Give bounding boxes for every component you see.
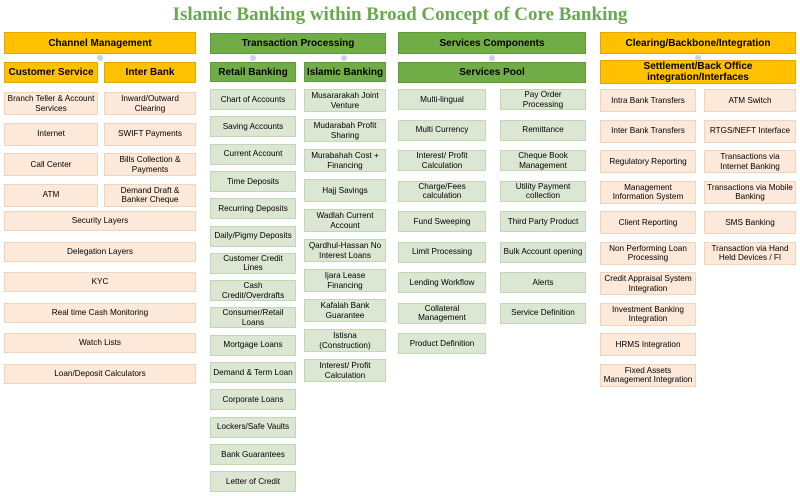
retail-banking-item: Consumer/Retail Loans [210,307,296,328]
interface-item: SMS Banking [704,211,796,234]
retail-banking-item: Corporate Loans [210,389,296,410]
services-pool-item: Interest/ Profit Calculation [398,150,486,171]
connector-dot [341,55,347,61]
customer-service-item: Internet [4,123,98,146]
islamic-banking-header: Islamic Banking [304,62,386,82]
interface-item: Transactions via Mobile Banking [704,181,796,204]
channel-shared-item: Real time Cash Monitoring [4,303,196,323]
islamic-banking-item: Istisna (Construction) [304,329,386,352]
services-pool-item: Lending Workflow [398,272,486,293]
retail-banking-item: Lockers/Safe Vaults [210,417,296,438]
retail-banking-item: Cash Credit/Overdrafts [210,280,296,301]
services-pool-item: Product Definition [398,333,486,354]
interface-item: RTGS/NEFT Interface [704,120,796,143]
services-pool-item: Multi-lingual [398,89,486,110]
channel-shared-item: KYC [4,272,196,292]
retail-banking-item: Demand & Term Loan [210,362,296,383]
islamic-banking-item: Mudarabah Profit Sharing [304,119,386,142]
retail-banking-item: Customer Credit Lines [210,253,296,274]
connector-dot [97,55,103,61]
retail-banking-item: Saving Accounts [210,116,296,137]
inter-bank-item: Demand Draft & Banker Cheque [104,184,196,207]
islamic-banking-item: Interest/ Profit Calculation [304,359,386,382]
services-pool-item: Fund Sweeping [398,211,486,232]
retail-banking-item: Current Account [210,144,296,165]
retail-banking-item: Chart of Accounts [210,89,296,110]
integration-item: Management Information System [600,181,696,204]
interface-item: Transactions via Internet Banking [704,150,796,173]
page-title: Islamic Banking within Broad Concept of Core Banking [172,4,628,25]
services-pool-item: Remittance [500,120,586,141]
retail-banking-item: Mortgage Loans [210,335,296,356]
inter-bank-header: Inter Bank [104,62,196,83]
channel-shared-item: Delegation Layers [4,242,196,262]
retail-banking-item: Bank Guarantees [210,444,296,465]
integration-item: Non Performing Loan Processing [600,242,696,265]
customer-service-header: Customer Service [4,62,98,83]
inter-bank-item: SWIFT Payments [104,123,196,146]
integration-item: Fixed Assets Management Integration [600,364,696,387]
customer-service-item: Branch Teller & Account Services [4,92,98,115]
islamic-banking-item: Hajj Savings [304,179,386,202]
services-pool-item: Collateral Management [398,303,486,324]
retail-banking-item: Daily/Pigmy Deposits [210,226,296,247]
customer-service-item: ATM [4,184,98,207]
interface-item: Transaction via Hand Held Devices / FI [704,242,796,265]
islamic-banking-item: Kafalah Bank Guarantee [304,299,386,322]
islamic-banking-item: Murabahah Cost + Financing [304,149,386,172]
islamic-banking-item: Qardhul-Hassan No Interest Loans [304,239,386,262]
clearing-backbone-header: Clearing/Backbone/Integration [600,32,796,54]
islamic-banking-item: Ijara Lease Financing [304,269,386,292]
customer-service-item: Call Center [4,153,98,176]
channel-shared-item: Watch Lists [4,333,196,353]
integration-item: HRMS Integration [600,333,696,356]
services-pool-item: Charge/Fees calculation [398,181,486,202]
services-pool-header: Services Pool [398,62,586,83]
services-pool-item: Bulk Account opening [500,242,586,263]
retail-banking-item: Recurring Deposits [210,198,296,219]
channel-management-header: Channel Management [4,32,196,54]
services-pool-item: Pay Order Processing [500,89,586,110]
integration-item: Investment Banking Integration [600,303,696,326]
services-pool-item: Third Party Product [500,211,586,232]
integration-item: Intra Bank Transfers [600,89,696,112]
inter-bank-item: Inward/Outward Clearing [104,92,196,115]
services-pool-item: Limit Processing [398,242,486,263]
services-pool-item: Multi Currency [398,120,486,141]
services-pool-item: Utility Payment collection [500,181,586,202]
retail-banking-header: Retail Banking [210,62,296,82]
islamic-banking-item: Wadlah Current Account [304,209,386,232]
retail-banking-item: Time Deposits [210,171,296,192]
channel-shared-item: Loan/Deposit Calculators [4,364,196,384]
integration-item: Client Reporting [600,211,696,234]
inter-bank-item: Bills Collection & Payments [104,153,196,176]
connector-dot [489,55,495,61]
services-components-header: Services Components [398,32,586,54]
islamic-banking-item: Musararakah Joint Venture [304,89,386,112]
services-pool-item: Service Definition [500,303,586,324]
services-pool-item: Cheque Book Management [500,150,586,171]
integration-item: Credit Appraisal System Integration [600,272,696,295]
integration-item: Regulatory Reporting [600,150,696,173]
services-pool-item: Alerts [500,272,586,293]
integration-item: Inter Bank Transfers [600,120,696,143]
retail-banking-item: Letter of Credit [210,471,296,492]
transaction-processing-header: Transaction Processing [210,33,386,54]
settlement-back-office-header: Settlement/Back Office integration/Interfaces [600,60,796,84]
channel-shared-item: Security Layers [4,211,196,231]
connector-dot [250,55,256,61]
interface-item: ATM Switch [704,89,796,112]
